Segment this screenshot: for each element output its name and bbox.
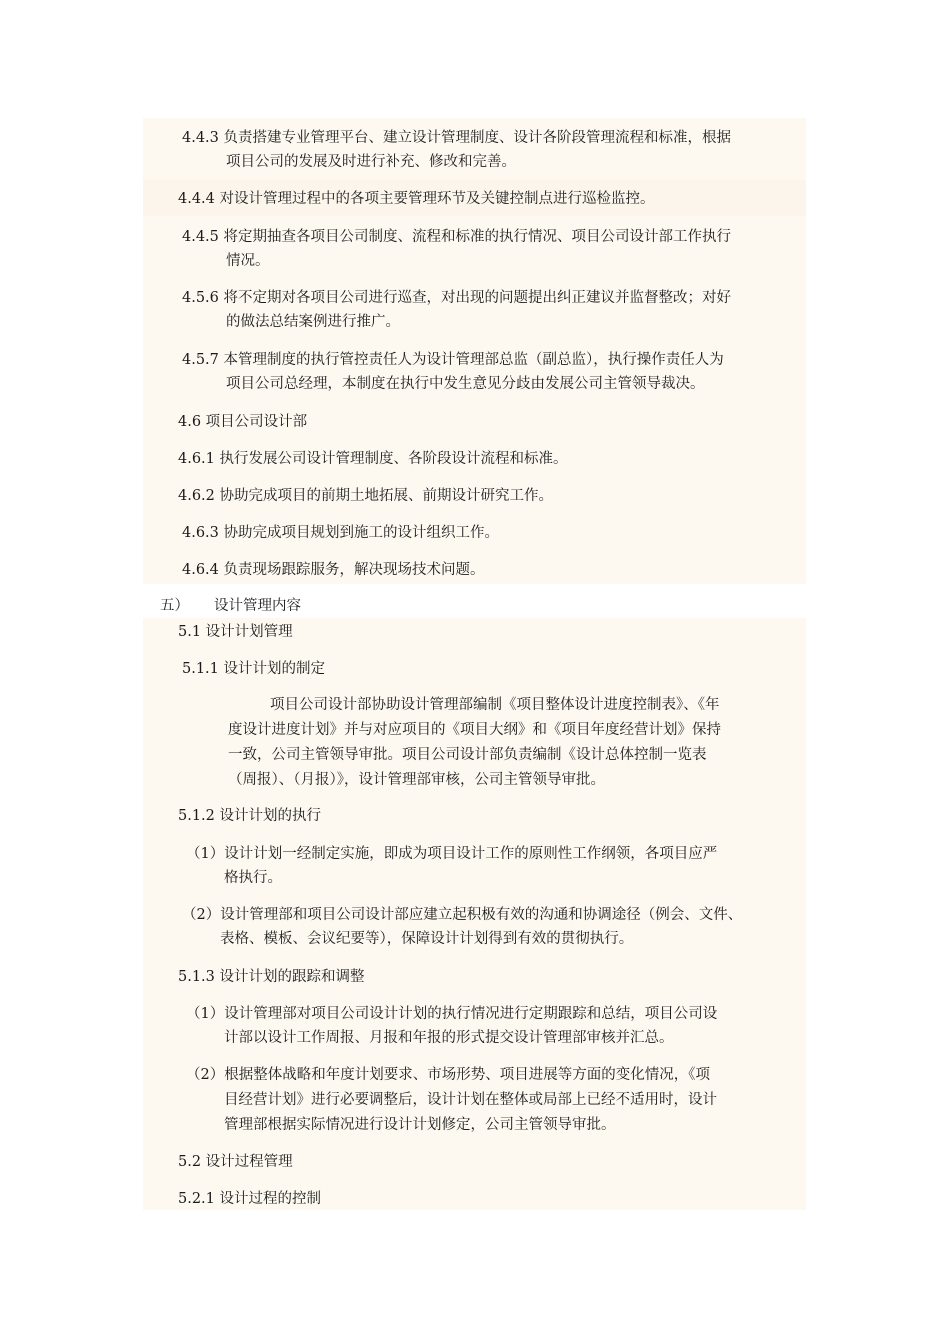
text-line: （2）设计管理部和项目公司设计部应建立起积极有效的沟通和协调途径（例会、文件、 — [182, 907, 743, 923]
paragraph-5-1-3-item-2 — [186, 1063, 717, 1138]
paragraph-4-6-1 — [178, 447, 568, 471]
text-line: 4.4.3 负责搭建专业管理平台、建立设计管理制度、设计各阶段管理流程和标准，根据 — [182, 130, 732, 146]
heading-5-1 — [178, 620, 293, 644]
text-line: （1）设计管理部对项目公司设计计划的执行情况进行定期跟踪和总结，项目公司设 — [186, 1006, 718, 1022]
text-line: 情况。 — [226, 253, 270, 269]
heading-5-2-1 — [178, 1187, 321, 1211]
section-heading-5 — [160, 594, 301, 618]
paragraph-4-4-3 — [182, 126, 731, 174]
paragraph-5-1-3-item-1 — [186, 1002, 717, 1050]
text-line: 4.6 项目公司设计部 — [178, 414, 308, 430]
text-line: 目经营计划》进行必要调整后，设计计划在整体或局部上已经不适用时，设计 — [224, 1092, 717, 1108]
text-line: 度设计进度计划》并与对应项目的《项目大纲》和《项目年度经营计划》保持 — [228, 722, 721, 738]
text-line: 4.6.2 协助完成项目的前期土地拓展、前期设计研究工作。 — [178, 488, 554, 504]
text-line: 4.4.5 将定期抽查各项目公司制度、流程和标准的执行情况、项目公司设计部工作执行 — [182, 229, 732, 245]
text-line: 4.6.3 协助完成项目规划到施工的设计组织工作。 — [182, 525, 500, 541]
text-line: 一致，公司主管领导审批。项目公司设计部负责编制《设计总体控制一览表 — [228, 747, 707, 763]
paragraph-5-1-2-item-1 — [186, 842, 717, 890]
heading-5-1-2 — [178, 804, 321, 828]
paragraph-4-4-4 — [178, 187, 655, 211]
paragraph-5-1-1-body — [228, 693, 721, 793]
text-line: 4.6.4 负责现场跟踪服务，解决现场技术问题。 — [182, 562, 485, 578]
text-line: 管理部根据实际情况进行设计计划修定，公司主管领导审批。 — [224, 1117, 616, 1133]
text-line: （周报）、（月报）》，设计管理部审核，公司主管领导审批。 — [228, 772, 605, 788]
text-line: （1）设计计划一经制定实施，即成为项目设计工作的原则性工作纲领，各项目应严 — [186, 846, 718, 862]
text-line: 项目公司设计部协助设计管理部编制《项目整体设计进度控制表》、《年 — [270, 697, 720, 713]
section-number: 五） — [160, 598, 189, 614]
text-line: 4.5.6 将不定期对各项目公司进行巡查，对出现的问题提出纠正建议并监督整改；对好 — [182, 290, 732, 306]
text-line: 项目公司的发展及时进行补充、修改和完善。 — [226, 154, 516, 170]
text-line: 5.2.1 设计过程的控制 — [178, 1191, 322, 1207]
text-line: 5.1.1 设计计划的制定 — [182, 661, 326, 677]
text-line: 5.1.2 设计计划的执行 — [178, 808, 322, 824]
paragraph-4-6-2 — [178, 484, 553, 508]
text-line: 5.1.3 设计计划的跟踪和调整 — [178, 969, 365, 985]
text-line: 格执行。 — [224, 870, 282, 886]
text-line: 4.5.7 本管理制度的执行管控责任人为设计管理部总监（副总监），执行操作责任人为 — [182, 352, 724, 368]
heading-5-1-3 — [178, 965, 365, 989]
text-line: 5.1 设计计划管理 — [178, 624, 293, 640]
section-title: 设计管理内容 — [214, 598, 301, 614]
paragraph-4-5-7 — [182, 348, 724, 396]
text-line: 表格、模板、会议纪要等），保障设计计划得到有效的贯彻执行。 — [220, 931, 634, 947]
paragraph-4-6-3 — [182, 521, 499, 545]
paragraph-4-4-5 — [182, 225, 731, 273]
paragraph-5-1-2-item-2 — [182, 903, 742, 951]
heading-5-1-1 — [182, 657, 325, 681]
text-line: 4.6.1 执行发展公司设计管理制度、各阶段设计流程和标准。 — [178, 451, 568, 467]
text-line: 的做法总结案例进行推广。 — [226, 314, 400, 330]
heading-5-2 — [178, 1150, 293, 1174]
text-line: 计部以设计工作周报、月报和年报的形式提交设计管理部审核并汇总。 — [224, 1030, 674, 1046]
text-line: 4.4.4 对设计管理过程中的各项主要管理环节及关键控制点进行巡检监控。 — [178, 191, 655, 207]
text-line: （2）根据整体战略和年度计划要求、市场形势、项目进展等方面的变化情况，《项 — [186, 1067, 710, 1083]
heading-4-6 — [178, 410, 307, 434]
text-line: 5.2 设计过程管理 — [178, 1154, 293, 1170]
text-line: 项目公司总经理，本制度在执行中发生意见分歧由发展公司主管领导裁决。 — [226, 376, 705, 392]
paragraph-4-6-4 — [182, 558, 485, 582]
paragraph-4-5-6 — [182, 286, 731, 334]
